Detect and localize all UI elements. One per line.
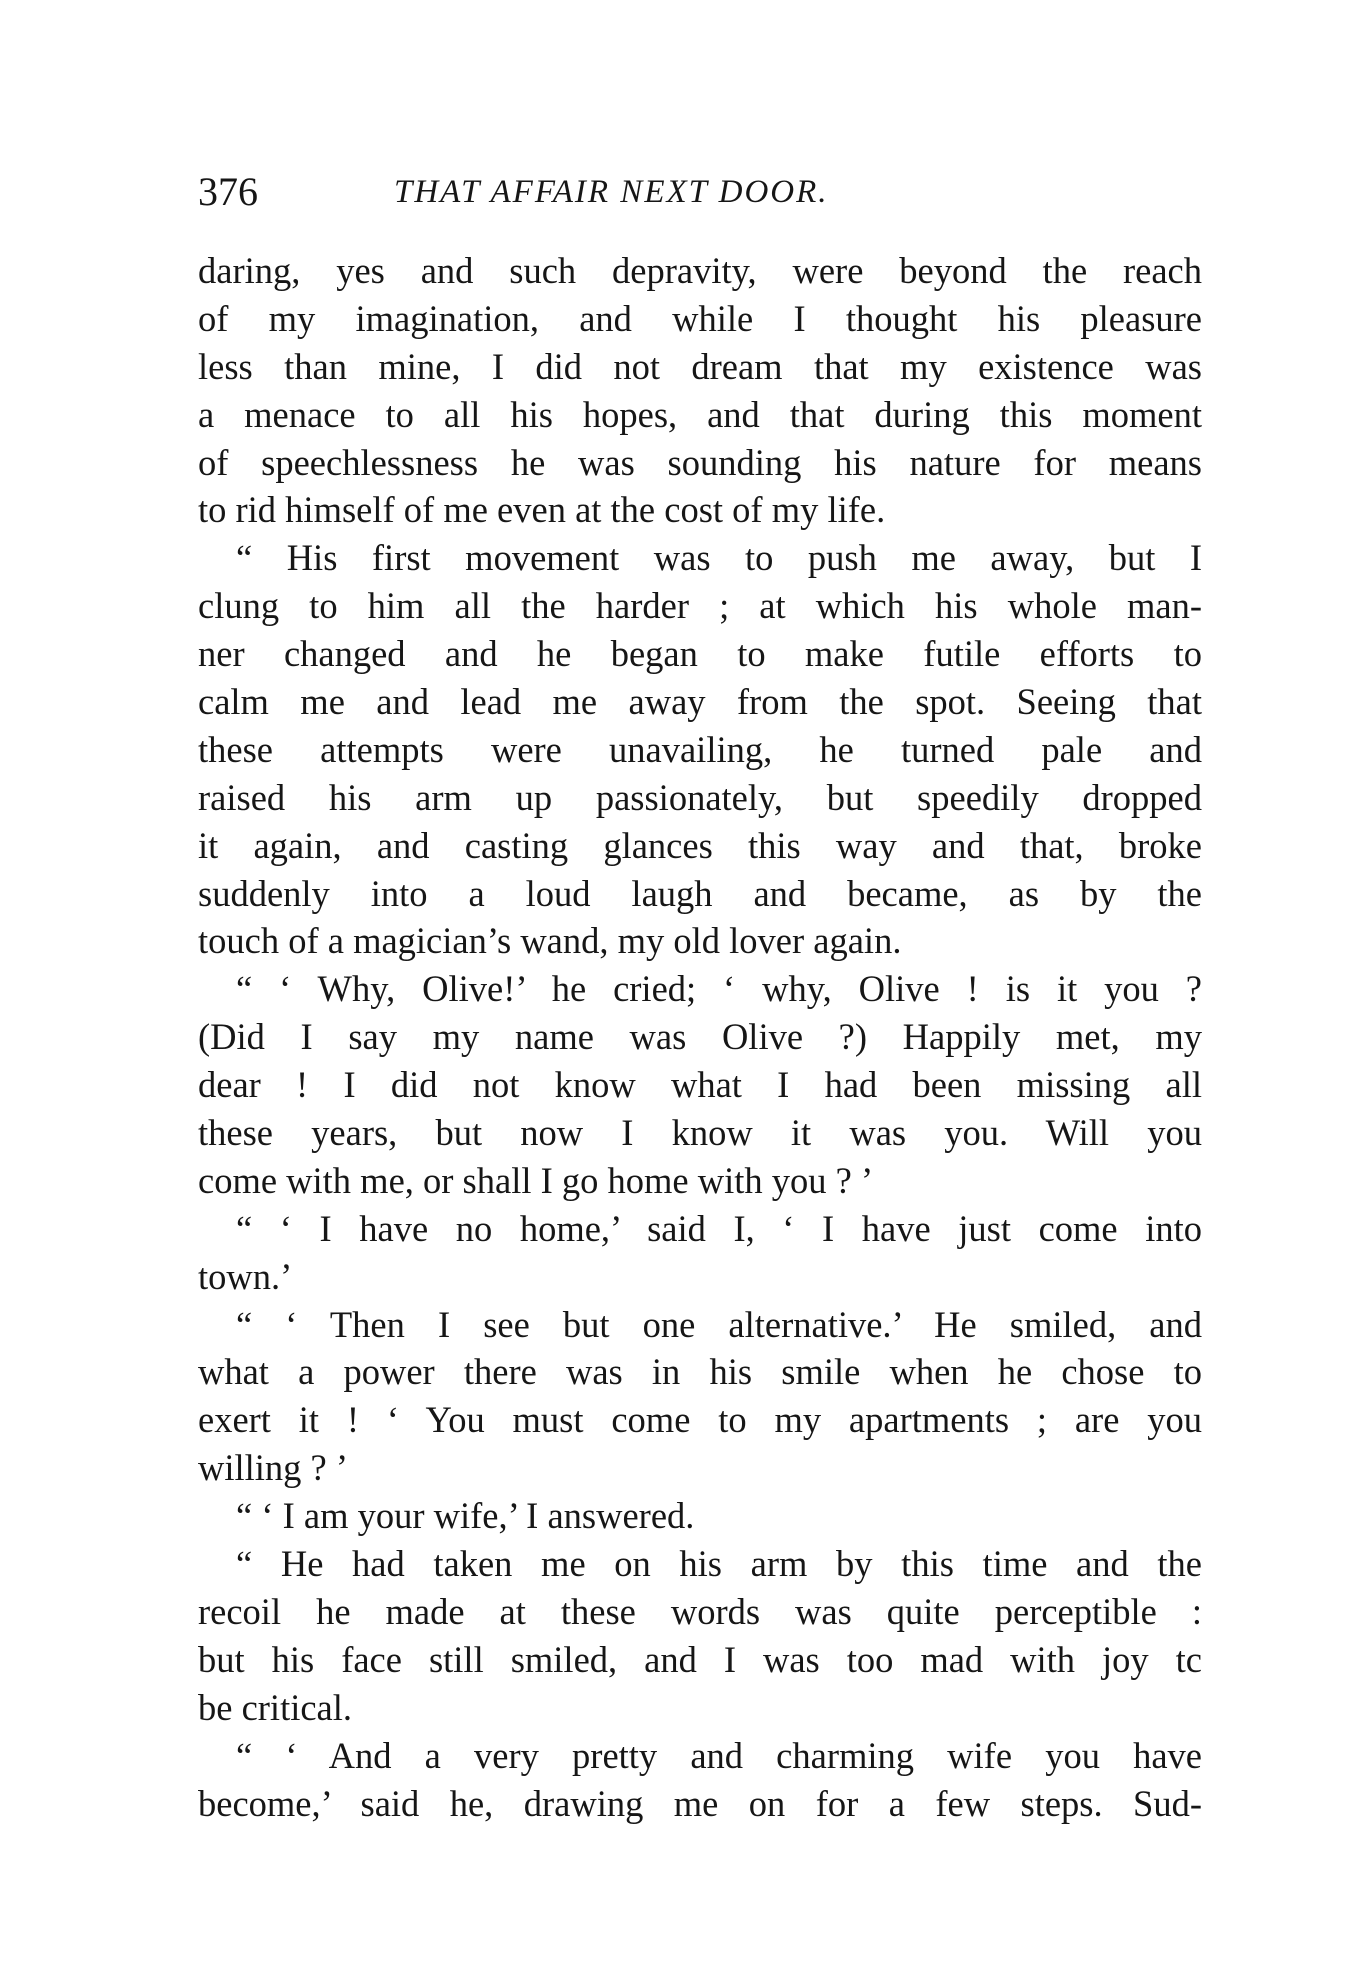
body-text [198, 247, 1202, 1827]
text-line: “ ‘ I am your wife,’ I answered. [236, 1495, 695, 1537]
text-line: (Did I say my name was Olive ?) Happily met, my [198, 1016, 1202, 1058]
text-line: “ ‘ Why, Olive!’ he cried; ‘ why, Olive ! is it you ? [236, 968, 1202, 1010]
text-line: be critical. [198, 1686, 353, 1728]
running-head [198, 162, 1208, 222]
text-line: exert it ! ‘ You must come to my apartments ; are you [198, 1399, 1202, 1441]
text-line: these years, but now I know it was you. Will you [198, 1112, 1202, 1154]
text-line: recoil he made at these words was quite perceptible : [198, 1590, 1202, 1632]
text-line: daring, yes and such depravity, were beyond the reach [198, 250, 1202, 291]
text-line: what a power there was in his smile when he chose to [198, 1351, 1202, 1393]
text-line: suddenly into a loud laugh and became, as by the [198, 872, 1202, 914]
text-line: of speechlessness he was sounding his nature for means [198, 441, 1202, 483]
text-line: touch of a magician’s wand, my old lover again. [198, 920, 902, 962]
text-line: “ His first movement was to push me away, but I [236, 537, 1202, 579]
text-line: become,’ said he, drawing me on for a few steps. Sud- [198, 1782, 1202, 1824]
text-line: less than mine, I did not dream that my existence was [198, 345, 1202, 387]
text-line: “ ‘ And a very pretty and charming wife you have [236, 1734, 1202, 1776]
text-line: of my imagination, and while I thought his pleasure [198, 297, 1202, 339]
text-line: dear ! I did not know what I had been missing all [198, 1064, 1202, 1106]
page-number: 376 [198, 169, 258, 214]
text-line: willing ? ’ [198, 1447, 349, 1489]
text-line: a menace to all his hopes, and that during this moment [198, 393, 1202, 435]
text-line: raised his arm up passionately, but speedily dropped [198, 776, 1202, 818]
text-line: these attempts were unavailing, he turned pale and [198, 728, 1202, 770]
text-line: to rid himself of me even at the cost of my life. [198, 489, 886, 531]
text-line: town.’ [198, 1255, 293, 1297]
text-line: it again, and casting glances this way and that, broke [198, 824, 1202, 866]
text-line: “ ‘ I have no home,’ said I, ‘ I have just come into [236, 1207, 1202, 1249]
text-line: but his face still smiled, and I was too mad with joy tc [198, 1638, 1202, 1680]
text-line: ner changed and he began to make futile efforts to [198, 633, 1202, 675]
text-line: “ He had taken me on his arm by this time and the [236, 1543, 1202, 1585]
text-line: come with me, or shall I go home with you ? ’ [198, 1159, 874, 1201]
text-line: clung to him all the harder ; at which his whole man- [198, 585, 1202, 627]
text-line: calm me and lead me away from the spot. Seeing that [198, 681, 1202, 723]
running-title: THAT AFFAIR NEXT DOOR. [394, 174, 829, 210]
text-line: “ ‘ Then I see but one alternative.’ He smiled, and [236, 1303, 1202, 1345]
